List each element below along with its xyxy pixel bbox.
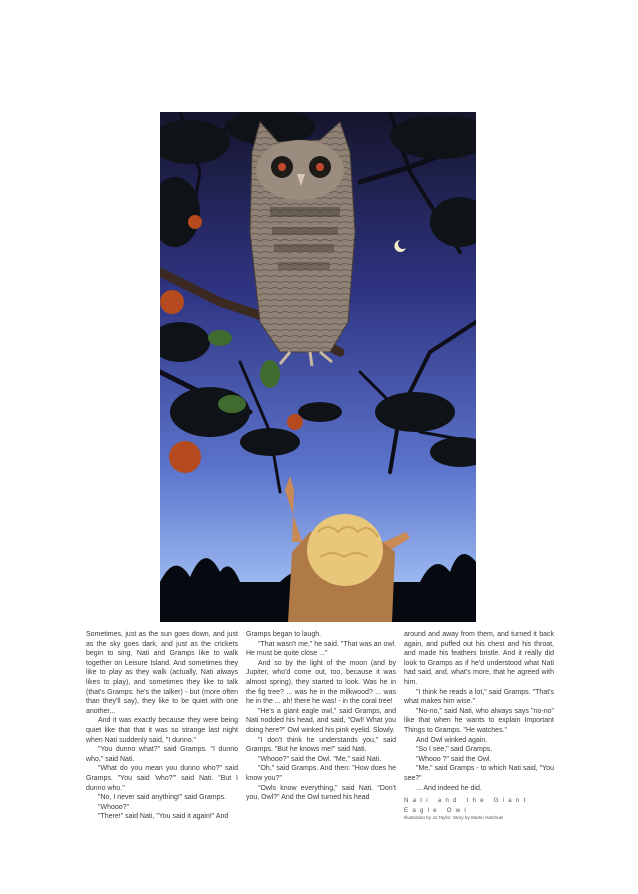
story-paragraph: around and away from them, and turned it back again, and puffed out his chest and his throat, and made his feathers bristle. And it really did look to Gramps as if he'd understood what Nati had said, and, what's more, that he agreed with him. [404,631,554,686]
story-paragraph: "So I see," said Gramps. [416,746,493,754]
story-title-credit: Nati and the Giant Eagle Owl [404,797,530,814]
story-paragraph: "He's a giant eagle owl," said Gramps, and Nati nodded his head, and said, "Owl! What you doing here?" Owl winked his pink eyelid. Slowly. [246,707,396,734]
owl-night-illustration [160,112,476,622]
story-paragraph: "Owls know everything," said Nati. "Don't you, Owl?" And the Owl turned his head [246,784,396,802]
story-paragraph: "Whooo?" [98,803,130,811]
giant-eagle-owl [250,122,355,366]
story-paragraph: And Owl winked again. [416,736,488,744]
story-paragraph: Sometimes, just as the sun goes down, and just as the sky goes dark, and just as the crickets begin to sing, Nati and Gramps like to walk together on Leisure Island. And sometimes they like to play as they walk (actually, Nati always likes to play), and sometimes they like to talk (that's Gramps: he's the talker) - but (more often than they'll say), they like to be quiet with one another... [86,631,238,715]
story-paragraph: "Me," said Gramps - to which Nati said, "You see?" [404,765,554,782]
story-paragraph: "That wasn't me," he said. "That was an owl. He must be quite close ..." [246,640,396,658]
story-illustration [160,112,476,622]
story-paragraph: "No-no," said Nati, who always says "no-no" like that when he wants to explain Important Things to Gramps. "He watches." [404,707,554,734]
story-paragraph: "Whooo?" said the Owl. "Me," said Nati. [258,755,382,763]
story-paragraph: "I think he reads a lot," said Gramps. "That's what makes him wise." [404,688,554,706]
story-paragraph: "Oh," said Gramps. And then: "How does he know you?" [246,765,396,782]
author-credit: Illustration by Jo Taylor. Story by Martin Hatchuel [404,815,504,821]
story-paragraph: ... And indeed he did. [416,784,482,792]
story-paragraph: "No, I never said anything!" said Gramps. [98,794,226,802]
story-paragraph: "You dunno what?" said Gramps. "I dunno who," said Nati. [86,746,238,763]
story-paragraph: "Whooo ?" said the Owl. [416,755,492,763]
story-paragraph: Gramps began to laugh. [246,631,322,638]
story-column-2 [246,630,396,803]
story-column-3 [404,630,554,821]
story-paragraph: And so by the light of the moon (and by Jupiter, who'd come out, too, because it was almost spring), they started to look. Was he in the fig tree? ... was he in the milkwood? ... was he in the ... ah! there he was! - in the coral tree! [246,659,396,706]
story-paragraph: "What do you mean you dunno who?" said Gramps. "You said 'who?'" said Nati. "But I dunno who." [86,765,238,792]
story-paragraph: "There!" said Nati, "You said it again!" And [98,813,229,821]
story-text-columns [86,630,555,830]
story-paragraph: And it was exactly because they were being quiet like that that it was so strange last night when Nati suddenly said, "I dunno." [86,717,238,744]
story-paragraph: "I don't think he understands you," said Gramps. "But he knows me!" said Nati. [246,736,396,754]
story-column-1 [86,630,238,822]
